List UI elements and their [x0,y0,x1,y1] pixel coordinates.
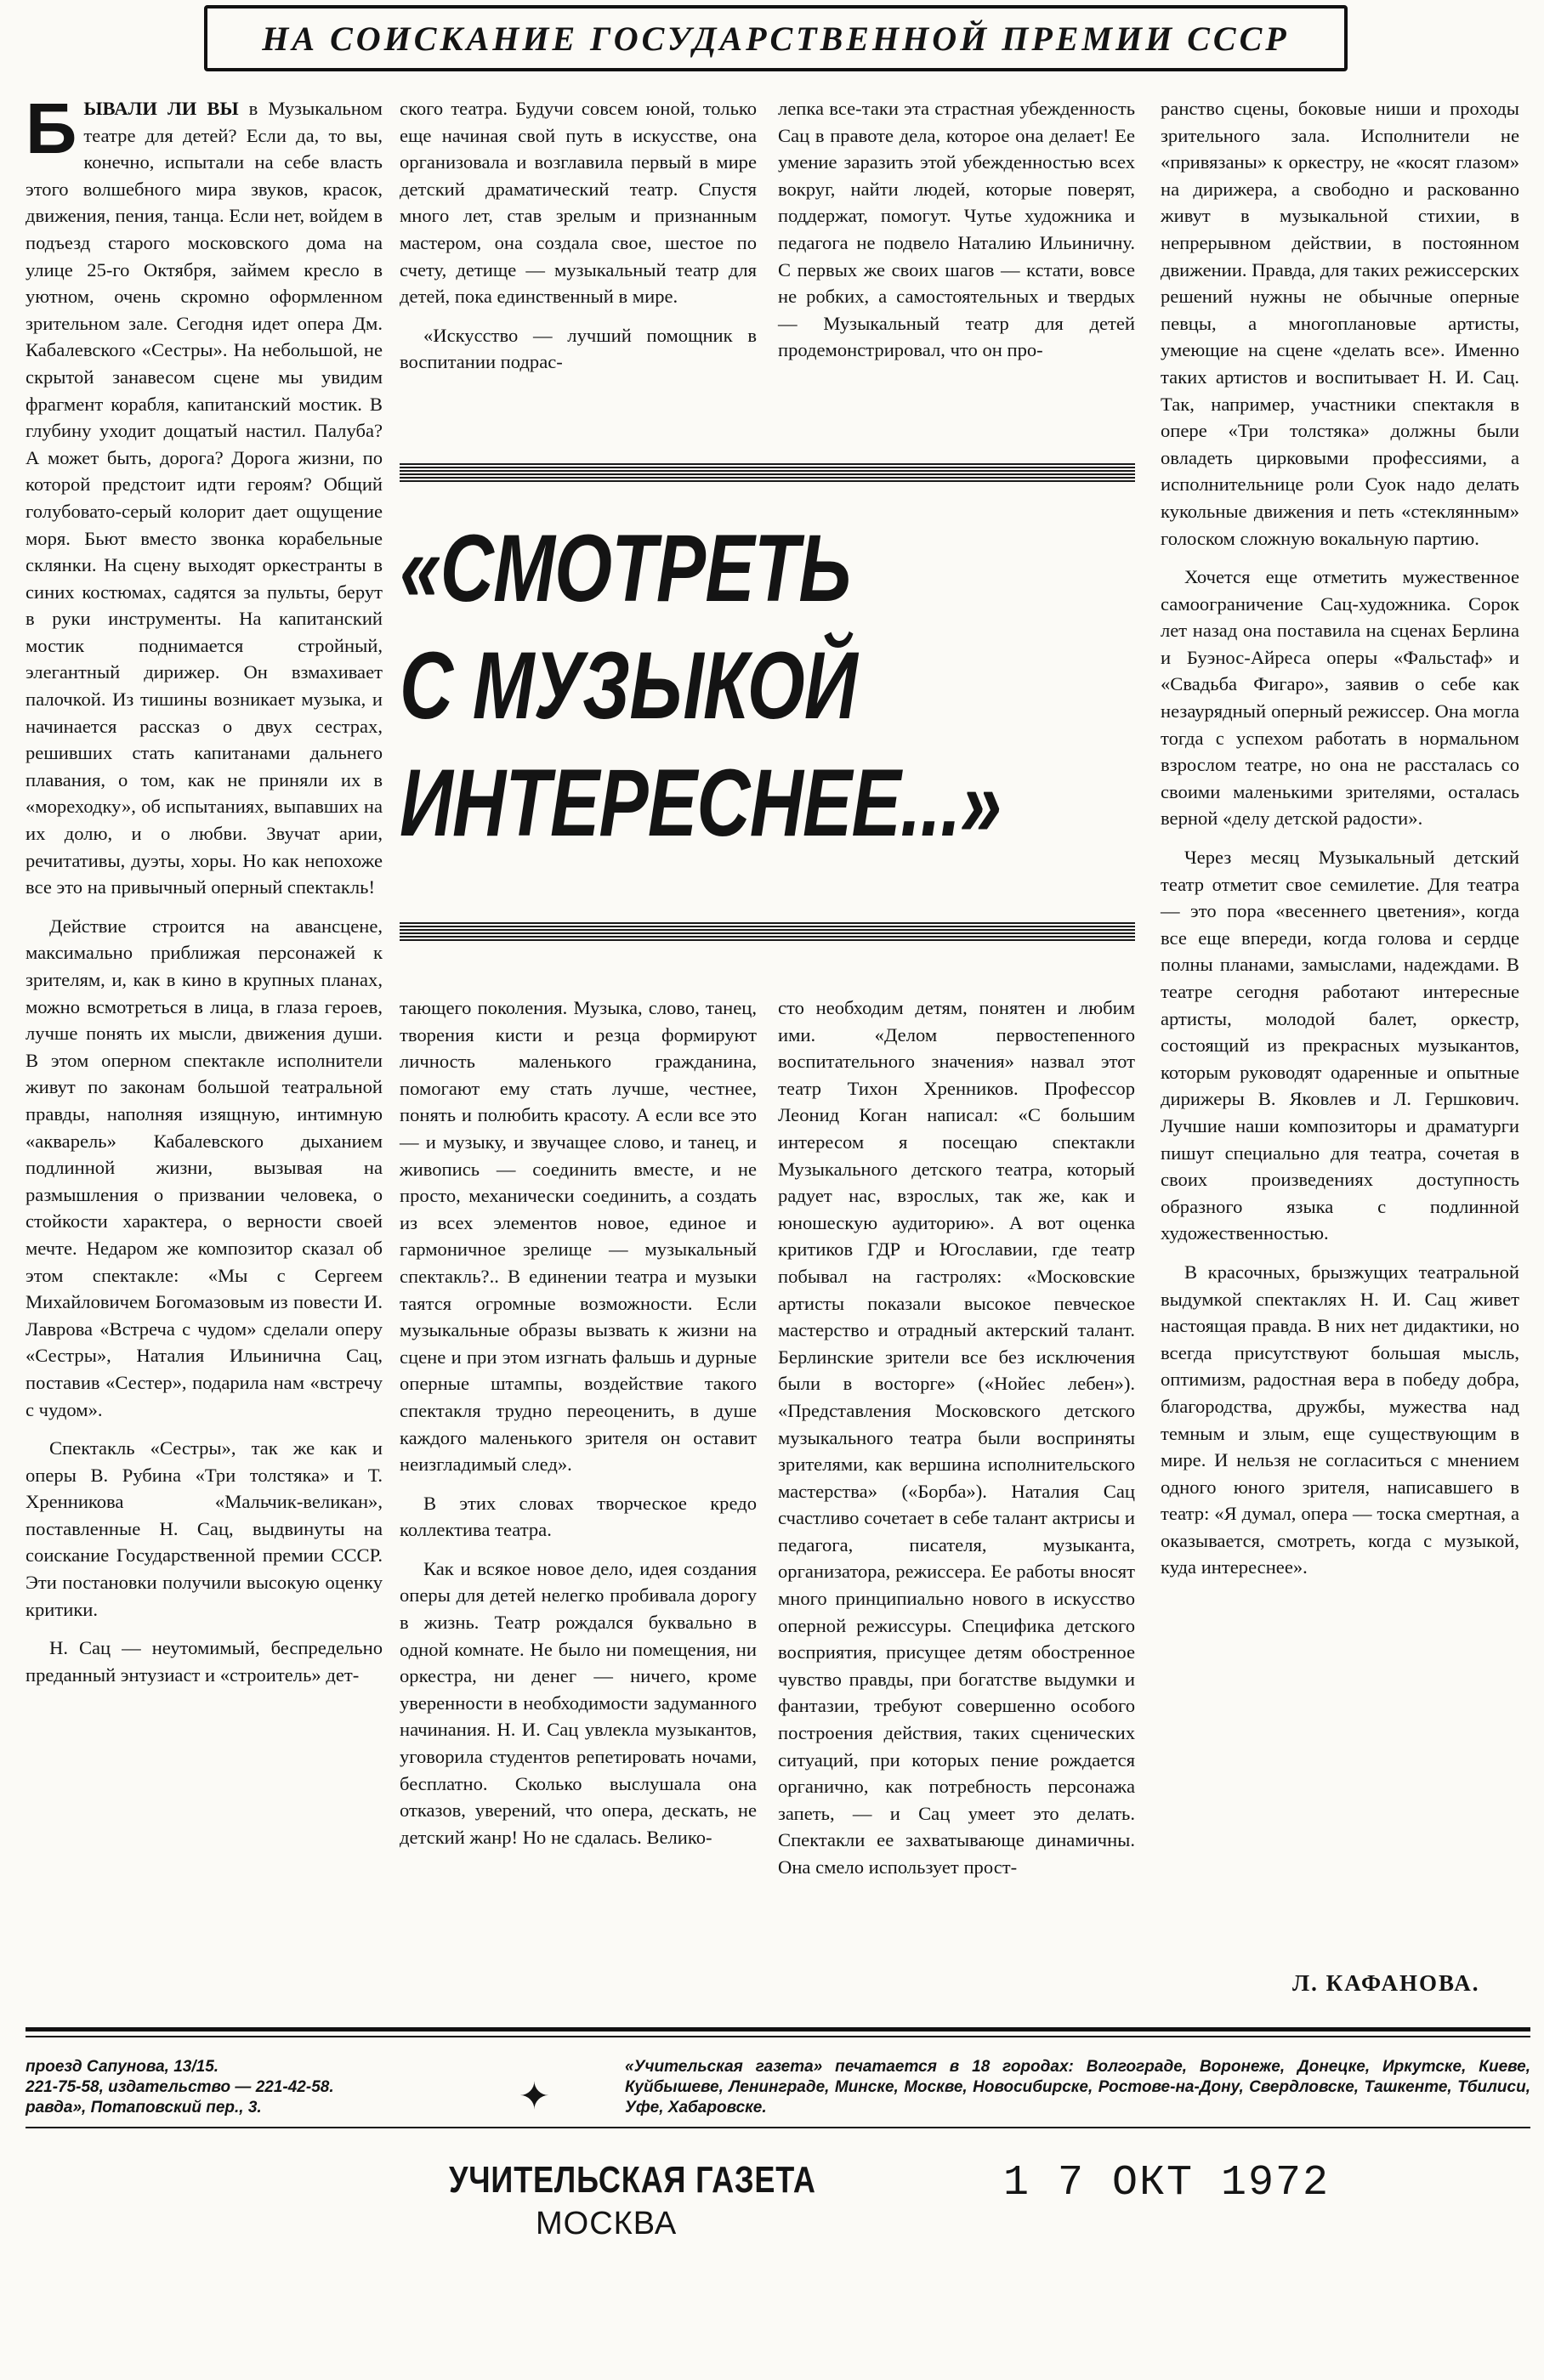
archive-stamp-city: МОСКВА [536,2206,678,2241]
article-column-3-top [778,95,1135,364]
article-column-4 [1161,95,1519,1581]
article-paragraph: В красочных, брызжущих театральной выдумкой спектаклях Н. И. Сац живет настоящая правда. В них нет дидактики, но всегда присутствуют большая мысль, оптимизм, радостная вера в победу добра, благородства, дружбы, мужества над темным и злым, еще существующим в мире. И нельзя не согласиться с мнением одного юного зрителя, написавшего в театр: «Я думал, опера — тоска смертная, а оказывается, смотреть, когда с музыкой, куда интереснее». [1161,1261,1519,1578]
headline-bottom-stripes [400,922,1135,941]
star-icon: ✦ [519,2076,550,2117]
article-paragraph [26,88,383,901]
article-paragraph: ранство сцены, боковые ниши и проходы зрительного зала. Исполнители не «привязаны» к оркестру, не «косят глазом» на дирижера, а свободно и раскованно живут в музыкальной стихии, в непрерывном действии, в постоянном движении. Правда, для таких режиссерских решений нужны не обычные оперные певцы, а многоплановые артисты, умеющие на сцене «делать все». Именно таких артистов и воспитывает Н. И. Сац. Так, например, участники спектакля в опере «Три толстяка» должны были овладеть цирковыми профессиями, а исполнительнице роли Суок надо делать кукольные движения и петь «стеклянным» голоском сложную вокальную партию. [1161,98,1519,549]
article-paragraph: тающего поколения. Музыка, слово, танец, творения кисти и резца формируют личность маленького гражданина, помогают ему стать лучше, честнее, понять и полюбить красоту. А если все это — и музыку, и звучащее слово, и танец, и живопись — соединить вместе, и не просто, механически соединить, а создать из всех элементов новое, единое и гармоничное зрелище — музыкальный спектакль?.. В единении театра и музыки таятся огромные возможности. Если музыкальные образы вызвать к жизни на сцене и при этом изгнать фальшь и дурные оперные штампы, воздействие такого спектакля трудно переоценить, в душе каждого маленького зрителя он оставит неизгладимый след». [400,997,757,1476]
footer-print-cities: «Учительская газета» печатается в 18 городах: Волгограде, Воронеже, Донецке, Иркутске, Киеве, Куйбышеве, Ленинграде, Минске, Москве, Новосибирске, Ростове-на-Дону, Свердловске, Ташкенте, Тбилиси, Уфе, Хабаровске. [625,2058,1530,2116]
article-paragraph: лепка все-таки эта страстная убежденность Сац в правоте дела, которое она делает! Ее умение заразить этой убежденностью всех вокруг, найти людей, которые поверят, поддержат, помогут. Чутье художника и педагога не подвело Наталию Ильиничну. С первых же своих шагов — кстати, вовсе не робких, а самостоятельных и твердых — Музыкальный театр для детей продемонстрировал, что он про- [778,98,1135,361]
footer-address-line: 221-75-58, издательство — 221-42-58. [26,2078,334,2096]
footer-address-line: равда», Потаповский пер., 3. [26,2099,262,2116]
article-paragraph: Хочется еще отметить мужественное самоограничение Сац-художника. Сорок лет назад она поставила на сценах Берлина и Буэнос-Айреса оперы «Фальстаф» и «Свадьба Фигаро», заявив о себе как незаурядный оперный режиссер. Она могла тогда с успехом работать в нормальном взрослом театре, но она не рассталась со своими маленькими зрителями, осталась верной «делу детской радости». [1161,566,1519,830]
footer-address-line: проезд Сапунова, 13/15. [26,2058,219,2076]
drop-cap: Б [26,88,77,168]
article-paragraph: Действие строится на авансцене, максимально приближая персонажей к зрителям, и, как в кино в крупных планах, можно всмотреться в лица, в глаза героев, лучше понять их мысли, движения души. В этом оперном спектакле исполнители живут по законам большой театральной правды, наполняя изящную, интимную «акварель» Кабалевского дыханием подлинной жизни, вызывая на размышления о призвании человека, о стойкости характера, о верности своей мечте. Недаром же композитор сказал об этом спектакле: «Мы с Сергеем Михайловичем Богомазовым из повести И. Лаврова «Встреча с чудом» сделали оперу «Сестры», Наталия Ильинична Сац, поставив «Сестер», подарила нам «встречу с чудом». [26,915,383,1420]
headline [400,510,1010,862]
article-column-2-bottom [400,994,757,1850]
headline-line-2: С МУЗЫКОЙ [400,632,857,739]
article-paragraph: сто необходим детям, понятен и любим ими. «Делом первостепенного воспитательного значения» назвал этот театр Тихон Хренников. Профессор Леонид Коган написал: «С большим интересом я посещаю спектакли Музыкального детского театра, который радует нас, взрослых, так же, как и юношескую аудиторию». А вот оценка критиков ГДР и Югославии, где театр побывал на гастролях: «Московские артисты показали высокое певческое мастерство и отрадный актерский талант. Берлинские зрители все без исключения были в восторге» («Нойес лебен»). «Представления Московского детского музыкального театра были восприняты зрителями, как вершина исполнительского мастерства» («Борба»). Наталия Сац счастливо сочетает в себе талант актрисы и педагога, писателя, музыканта, организатора, режиссера. Ее работы вносят много принципиально нового в искусство оперной режиссуры. Специфика детского восприятия, присущее детям обостренное чувство правды, при богатстве выдумки и фантазии, требуют совершенно особого построения действия, таких сценических ситуаций, при которых пение рождается органично, как потребность персонажа запеть, — и Сац умеет это делать. Спектакли ее захватывающе динамичны. Она смело использует прост- [778,997,1135,1878]
footer-rule-second [26,2036,1530,2037]
article-paragraph: В этих словах творческое кредо коллектива театра. [400,1492,757,1541]
footer-address [26,2057,502,2118]
archive-stamp-date: 1 7 ОКТ 1972 [1003,2159,1331,2207]
paragraph-text: в Музыкальном театре для детей? Если да, то вы, конечно, испытали на себе власть этого волшебного мира звуков, красок, движения, пения, танца. Если нет, войдем в подъезд старого московского дома на улице 25-го Октября, займем кресло в уютном, очень скромно оформленном зрительном зале. Сегодня идет опера Дм. Кабалевского «Сестры». На небольшой, не скрытой занавесом сцене мы увидим фрагмент корабля, капитанский мостик. В глубину уходит дощатый настил. Палуба? А может быть, дорога? Дорога жизни, по которой предстоит идти героям? Общий голубовато-серый колорит дает ощущение моря. Бьют вместо звонка корабельные склянки. На сцену выходят оркестранты в синих костюмах, садятся за пульты, берут в руки инструменты. На капитанский мостик поднимается стройный, элегантный дирижер. Он взмахивает палочкой. Из тишины возникает музыка, и начинается рассказ о двух сестрах, решивших стать капитанами дальнего плавания, о том, как не приняли их в «мореходку», об испытаниях, выпавших на их долю, и о любви. Звучат арии, речитативы, дуэты, хоры. Но как непохоже все это на привычный оперный спектакль! [26,98,383,898]
footer-rule-bottom [26,2127,1530,2128]
footer-rule-top [26,2027,1530,2032]
article-paragraph: Как и всякое новое дело, идея создания оперы для детей нелегко пробивала дорогу в жизнь. Театр рождался буквально в одной комнате. Не было ни помещения, ни оркестра, ни денег — ничего, кроме уверенности в необходимости задуманного начинания. Н. И. Сац увлекла музыкантов, уговорила студентов репетировать ночами, бесплатно. Сколько выслушала она отказов, уверений, что опера, дескать, не детский жанр! Но не сдалась. Велико- [400,1557,757,1848]
article-paragraph: Н. Сац — неутомимый, беспредельно преданный энтузиаст и «строитель» дет- [26,1637,383,1686]
article-column-2-top [400,95,757,376]
headline-top-stripes [400,463,1135,482]
archive-stamp-newspaper: УЧИТЕЛЬСКАЯ ГАЗЕТА [449,2159,816,2201]
headline-line-1: «СМОТРЕТЬ [400,515,851,621]
article-paragraph: ского театра. Будучи совсем юной, только еще начиная свой путь в искусстве, она организовала и возглавила первый в мире детский драматический театр. Спустя многo лет, став зрелым и признанным мастером, она создала свое, шестое по счету, детище — музыкальный театр для детей, пока единственный в мире. [400,98,757,308]
article-paragraph: «Искусство — лучший помощник в воспитании подрас- [400,324,757,373]
article-column-1 [26,88,383,1688]
rubric-banner [204,5,1348,71]
rubric-text: НА СОИСКАНИЕ ГОСУДАРСТВЕННОЙ ПРЕМИИ СССР [262,19,1290,58]
headline-line-3: ИНТЕРЕСНЕЕ...» [400,750,1002,856]
article-paragraph: Через месяц Музыкальный детский театр отметит свое семилетие. Для театра — это пора «весеннего цветения», когда все еще впереди, когда голова и сердце полны планами, замыслами, надеждами. В театре сегодня работают интересные артисты, молодой балет, оркестр, состоящий из прекрасных музыкантов, которым руководят одаренные и опытные дирижеры В. Яковлев и Л. Гершкович. Лучшие наши композиторы и драматурги пишут специально для театра, сочетая в своих произведениях доступность образного языка с подлинной художественностью. [1161,847,1519,1244]
article-column-3-bottom [778,994,1135,1881]
article-paragraph: Спектакль «Сестры», так же как и оперы В. Рубина «Три толстяка» и Т. Хренникова «Мальчик-великан», поставленные Н. Сац, выдвинуты на соискание Государственной премии СССР. Эти постановки получили высокую оценку критики. [26,1437,383,1620]
author-signature: Л. КАФАНОВА. [1292,1970,1480,1996]
lead-caps: ЫВАЛИ ЛИ ВЫ [83,98,239,119]
